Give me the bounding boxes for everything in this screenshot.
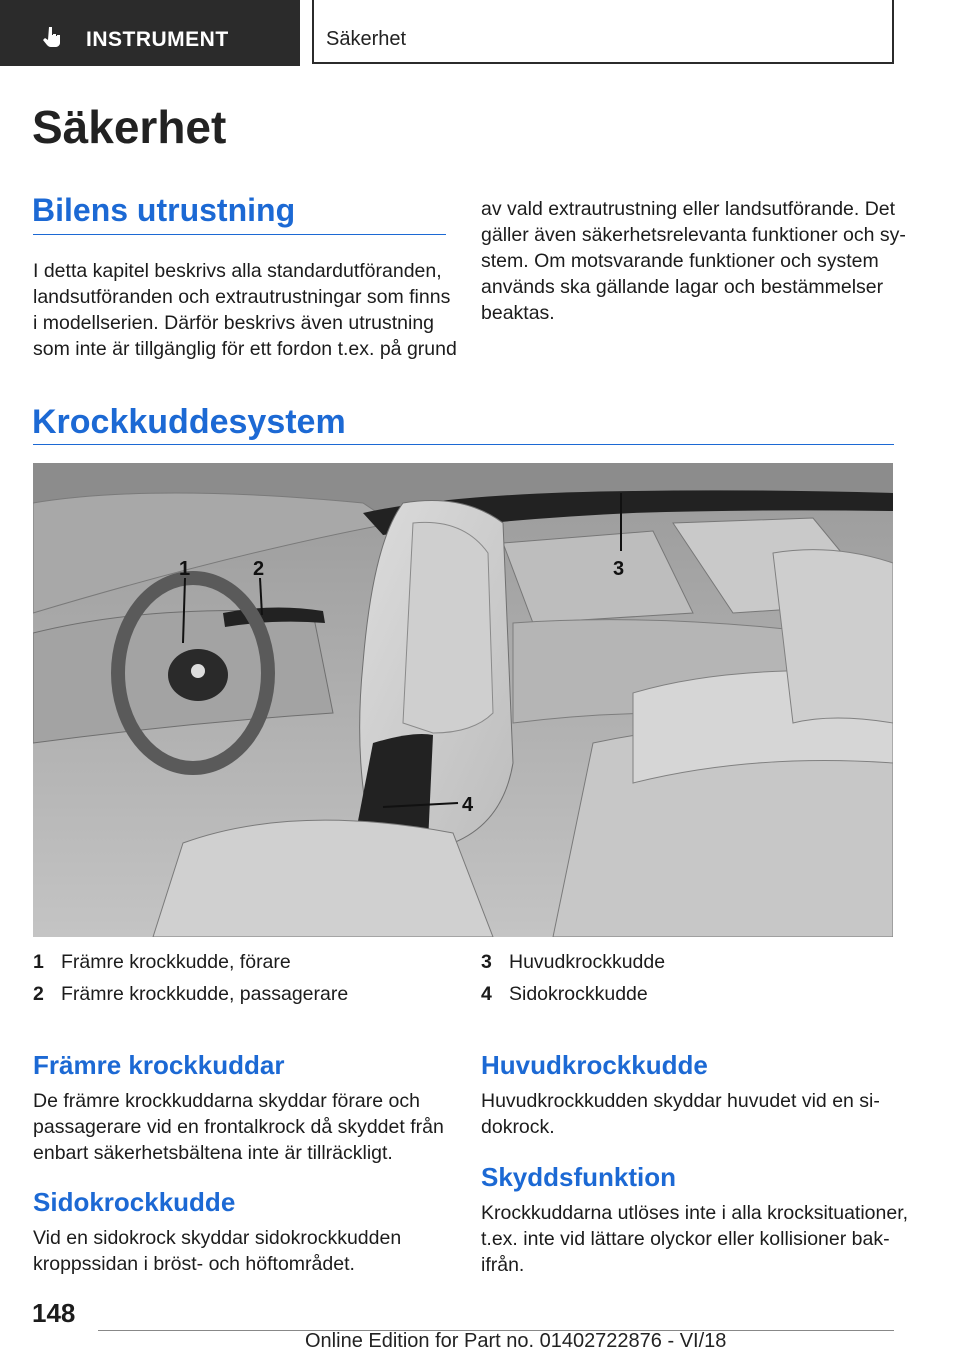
subheading-framre-krockkuddar: Främre krockkuddar <box>33 1050 285 1080</box>
text-line: används ska gällande lagar och bestämmelser <box>481 276 884 298</box>
legend-number: 3 <box>481 951 492 973</box>
intro-column-1 <box>33 258 457 362</box>
text-line: passagerare vid en frontalkrock då skyddet från <box>33 1116 444 1138</box>
subheading-huvudkrockkudde: Huvudkrockkudde <box>481 1050 708 1080</box>
section-heading-krockkuddesystem: Krockkuddesystem <box>32 403 346 441</box>
section-tab-label: INSTRUMENT <box>86 28 229 51</box>
page-title: Säkerhet <box>32 101 227 153</box>
airbag-illustration <box>33 463 893 937</box>
text-line: av vald extrautrustning eller landsutförande. Det <box>481 198 896 220</box>
text-line: kroppssidan i bröst- och höftområdet. <box>33 1253 355 1275</box>
head-airbag-text <box>481 1088 880 1140</box>
front-airbag-text <box>33 1088 444 1166</box>
text-line: De främre krockkuddarna skyddar förare och <box>33 1090 420 1112</box>
text-line: Huvudkrockkudden skyddar huvudet vid en si- <box>481 1090 880 1112</box>
legend-item <box>481 981 648 1007</box>
text-line: landsutföranden och extrautrustningar som finns <box>33 286 451 308</box>
text-line: i modellserien. Därför beskrivs även utrustning <box>33 312 435 334</box>
text-line: som inte är tillgänglig för ett fordon t.ex. på grund <box>33 338 457 360</box>
text-line: Vid en sidokrock skyddar sidokrockkudden <box>33 1227 402 1249</box>
callout-3: 3 <box>613 558 625 580</box>
page-number: 148 <box>32 1298 76 1328</box>
legend-number: 2 <box>33 983 44 1005</box>
chapter-header <box>312 0 894 64</box>
side-airbag-text <box>33 1225 401 1277</box>
callout-1: 1 <box>179 558 191 580</box>
text-line: beaktas. <box>481 302 555 324</box>
legend-number: 4 <box>481 983 492 1005</box>
callout-2: 2 <box>253 558 265 580</box>
section-heading-bilens-utrustning: Bilens utrustning <box>32 192 296 228</box>
legend-text: Främre krockkudde, passagerare <box>61 983 349 1005</box>
callout-4: 4 <box>462 794 474 816</box>
chapter-title: Säkerhet <box>326 28 407 50</box>
legend-text: Sidokrockkudde <box>509 983 648 1005</box>
text-line: I detta kapitel beskrivs alla standardutföranden, <box>33 260 442 282</box>
text-line: gäller även säkerhetsrelevanta funktioner och sy- <box>481 224 906 246</box>
legend-item <box>33 981 348 1007</box>
subheading-sidokrockkudde: Sidokrockkudde <box>33 1187 236 1217</box>
legend-text: Huvudkrockkudde <box>509 951 666 973</box>
edition-footer: Online Edition for Part no. 01402722876 - VI/18 <box>305 1330 727 1352</box>
legend-item <box>481 949 665 975</box>
text-line: t.ex. inte vid lättare olyckor eller kollisioner bak- <box>481 1228 890 1250</box>
intro-column-2 <box>481 196 906 326</box>
pointing-hand-icon <box>42 26 64 48</box>
heading-rule <box>33 234 446 235</box>
text-line: dokrock. <box>481 1116 555 1138</box>
heading-rule <box>33 444 894 445</box>
text-line: Krockkuddarna utlöses inte i alla krocksituationer, <box>481 1202 909 1224</box>
text-line: stem. Om motsvarande funktioner och system <box>481 250 879 272</box>
legend-item <box>33 949 291 975</box>
section-tab[interactable] <box>0 0 300 66</box>
text-line: ifrån. <box>481 1254 525 1276</box>
car-interior-drawing <box>33 463 893 937</box>
text-line: enbart säkerhetsbältena inte är tillräckligt. <box>33 1142 393 1164</box>
subheading-skyddsfunktion: Skyddsfunktion <box>481 1162 677 1192</box>
protection-text <box>481 1200 908 1278</box>
legend-number: 1 <box>33 951 44 973</box>
legend-text: Främre krockkudde, förare <box>61 951 291 973</box>
